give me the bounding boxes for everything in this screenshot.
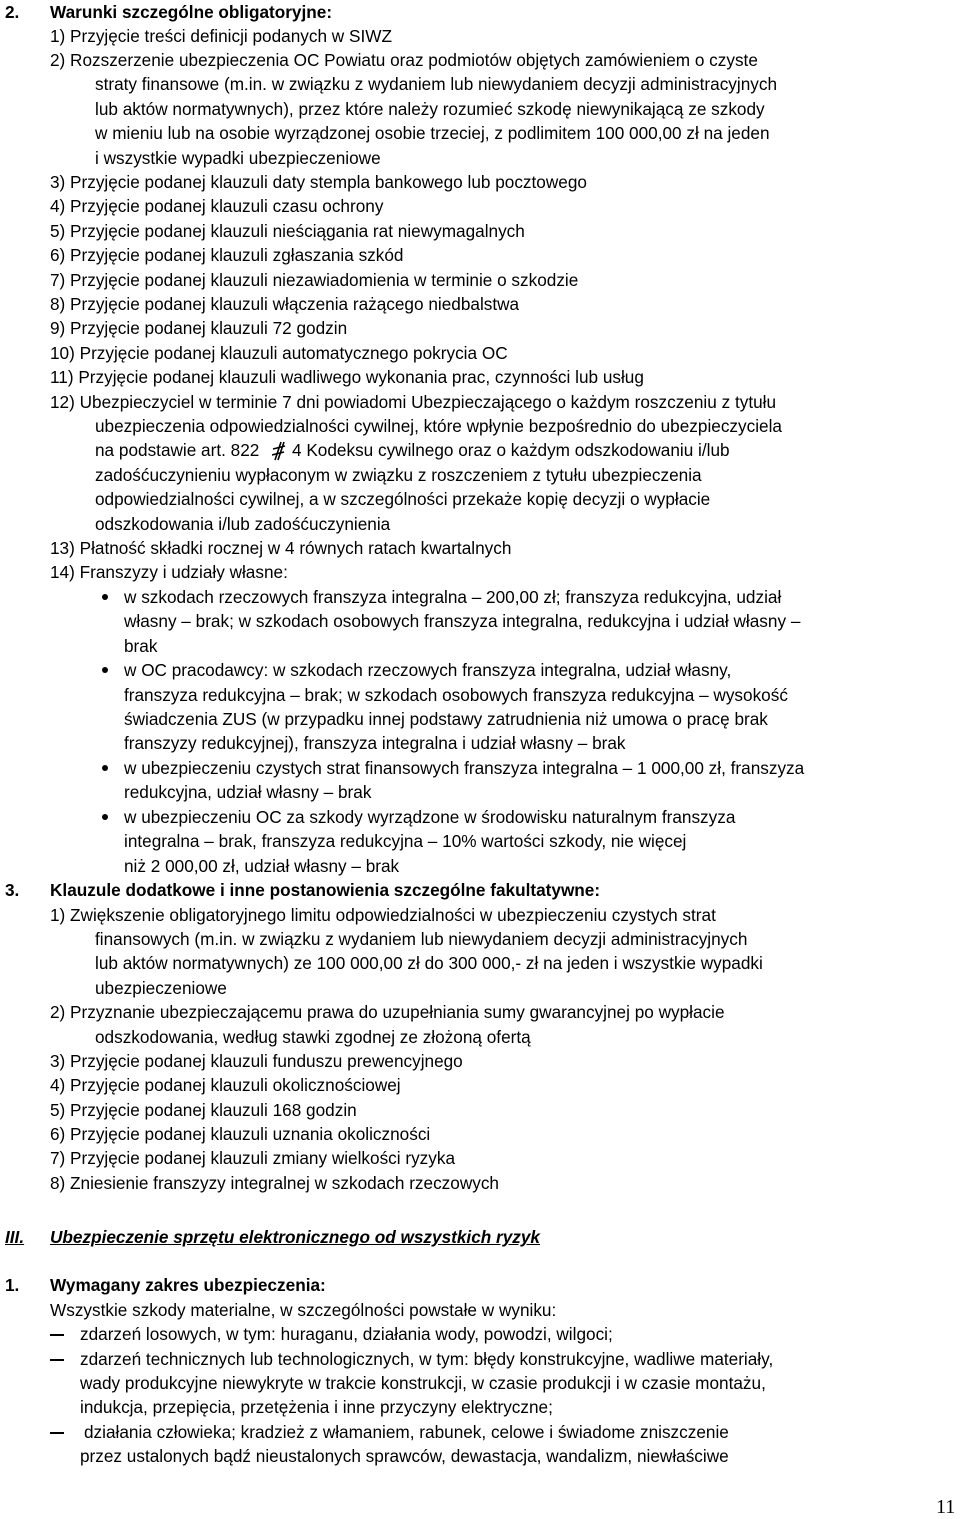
list-item: 13) Płatność składki rocznej w 4 równych ratach kwartalnych: [50, 538, 512, 558]
dash-item-continuation: wady produkcyjne niewykryte w trakcie konstrukcji, w czasie produkcji i w czasie montażu,: [80, 1373, 766, 1393]
list-item: 7) Przyjęcie podanej klauzuli zmiany wielkości ryzyka: [50, 1148, 456, 1168]
list-item-continuation: lub aktów normatywnych), przez które należy rozumieć szkodę niewynikającą ze szkody: [95, 99, 765, 119]
list-item-continuation: straty finansowe (m.in. w związku z wydaniem lub niewydaniem decyzji administracyjnych: [95, 74, 778, 94]
dash-item: zdarzeń losowych, w tym: huraganu, działania wody, powodzi, wilgoci;: [80, 1324, 613, 1344]
list-item-continuation: i wszystkie wypadki ubezpieczeniowe: [95, 148, 381, 168]
section-2-number: 2.: [5, 2, 20, 22]
subsection-1-number: 1.: [5, 1275, 20, 1295]
bullet-item-continuation: franszyza redukcyjna – brak; w szkodach osobowych franszyza redukcyjna – wysokość: [124, 685, 788, 705]
list-item: 2) Rozszerzenie ubezpieczenia OC Powiatu oraz podmiotów objętych zamówieniem o czyste: [50, 50, 758, 70]
list-item: 3) Przyjęcie podanej klauzuli daty stempla bankowego lub pocztowego: [50, 172, 587, 192]
list-item: 2) Przyznanie ubezpieczającemu prawa do uzupełniania sumy gwarancyjnej po wypłacie: [50, 1002, 725, 1022]
bullet-icon: [102, 594, 108, 600]
list-item: 4) Przyjęcie podanej klauzuli czasu ochrony: [50, 196, 384, 216]
dash-icon: [50, 1359, 64, 1361]
list-item-continuation: odszkodowania i/lub zadośćuczynienia: [95, 514, 391, 534]
dash-icon: [50, 1334, 64, 1336]
bullet-item: w ubezpieczeniu czystych strat finansowych franszyza integralna – 1 000,00 zł, franszyza: [124, 758, 805, 778]
page-number: 11: [936, 1496, 956, 1518]
list-item-continuation: ubezpieczeniowe: [95, 978, 227, 998]
dash-item-continuation: indukcja, przepięcia, przetężenia i inne przyczyny elektryczne;: [80, 1397, 553, 1417]
dash-item: zdarzeń technicznych lub technologicznych, w tym: błędy konstrukcyjne, wadliwe materiały,: [80, 1349, 774, 1369]
dash-icon: [50, 1432, 64, 1434]
section-III-number: III.: [5, 1227, 25, 1247]
bullet-icon: [102, 765, 108, 771]
list-item: 12) Ubezpieczyciel w terminie 7 dni powiadomi Ubezpieczającego o każdym roszczeniu z tytułu: [50, 392, 777, 412]
list-item-continuation: na podstawie art. 822: [95, 440, 260, 460]
list-item: 9) Przyjęcie podanej klauzuli 72 godzin: [50, 318, 348, 338]
bullet-item-continuation: własny – brak; w szkodach osobowych franszyza integralna, redukcyjna i udział własny –: [124, 611, 801, 631]
bullet-item-continuation: brak: [124, 636, 158, 656]
list-item: 1) Zwiększenie obligatoryjnego limitu odpowiedzialności w ubezpieczeniu czystych strat: [50, 905, 716, 925]
list-item: 3) Przyjęcie podanej klauzuli funduszu prewencyjnego: [50, 1051, 463, 1071]
list-item: 14) Franszyzy i udziały własne:: [50, 562, 288, 582]
subsection-1-title: Wymagany zakres ubezpieczenia:: [50, 1275, 326, 1295]
list-item: 1) Przyjęcie treści definicji podanych w SIWZ: [50, 26, 392, 46]
list-item-continuation: ubezpieczenia odpowiedzialności cywilnej, które wpłynie bezpośrednio do ubezpieczyciela: [95, 416, 782, 436]
section-3-title: Klauzule dodatkowe i inne postanowienia szczególne fakultatywne:: [50, 880, 601, 900]
list-item: 4) Przyjęcie podanej klauzuli okolicznościowej: [50, 1075, 401, 1095]
list-item-continuation: w mieniu lub na osobie wyrządzonej osobie trzeciej, z podlimitem 100 000,00 zł na jeden: [95, 123, 770, 143]
bullet-icon: [102, 814, 108, 820]
bullet-item-continuation: franszyzy redukcyjnej), franszyza integralna i udział własny – brak: [124, 733, 626, 753]
dash-item-continuation: przez ustalonych bądź nieustalonych sprawców, dewastacja, wandalizm, niewłaściwe: [80, 1446, 729, 1466]
bullet-item: w ubezpieczeniu OC za szkody wyrządzone w środowisku naturalnym franszyza: [124, 807, 736, 827]
list-item-continuation: lub aktów normatywnych) ze 100 000,00 zł do 300 000,- zł na jeden i wszystkie wypadki: [95, 953, 763, 973]
list-item-continuation: finansowych (m.in. w związku z wydaniem lub niewydaniem decyzji administracyjnych: [95, 929, 748, 949]
list-item: 10) Przyjęcie podanej klauzuli automatycznego pokrycia OC: [50, 343, 508, 363]
bullet-item-continuation: integralna – brak, franszyza redukcyjna – 10% wartości szkody, nie więcej: [124, 831, 687, 851]
bullet-item: w OC pracodawcy: w szkodach rzeczowych franszyza integralna, udział własny,: [124, 660, 732, 680]
bullet-item: w szkodach rzeczowych franszyza integralna – 200,00 zł; franszyza redukcyjna, udział: [124, 587, 782, 607]
bullet-item-continuation: niż 2 000,00 zł, udział własny – brak: [124, 856, 400, 876]
section-III-title: Ubezpieczenie sprzętu elektronicznego od wszystkich ryzyk: [50, 1227, 540, 1247]
bullet-item-continuation: świadczenia ZUS (w przypadku innej podstawy zatrudnienia niż umowa o pracę brak: [124, 709, 768, 729]
section-2-title: Warunki szczególne obligatoryjne:: [50, 2, 333, 22]
section-sign-icon: [272, 441, 286, 461]
bullet-icon: [102, 667, 108, 673]
list-item-continuation: odpowiedzialności cywilnej, a w szczególności przekaże kopię decyzji o wypłacie: [95, 489, 711, 509]
list-item-continuation: zadośćuczynieniu wypłaconym w związku z roszczeniem z tytułu ubezpieczenia: [95, 465, 702, 485]
list-item: 6) Przyjęcie podanej klauzuli zgłaszania szkód: [50, 245, 404, 265]
list-item: 11) Przyjęcie podanej klauzuli wadliwego wykonania prac, czynności lub usług: [50, 367, 644, 387]
list-item-continuation: odszkodowania, według stawki zgodnej ze złożoną ofertą: [95, 1027, 531, 1047]
list-item-continuation: 4 Kodeksu cywilnego oraz o każdym odszkodowaniu i/lub: [292, 440, 730, 460]
list-item: 5) Przyjęcie podanej klauzuli 168 godzin: [50, 1100, 357, 1120]
list-item: 5) Przyjęcie podanej klauzuli nieściągania rat niewymagalnych: [50, 221, 525, 241]
dash-item: działania człowieka; kradzież z włamaniem, rabunek, celowe i świadome zniszczenie: [84, 1422, 729, 1442]
list-item: 7) Przyjęcie podanej klauzuli niezawiadomienia w terminie o szkodzie: [50, 270, 579, 290]
list-item: 6) Przyjęcie podanej klauzuli uznania okoliczności: [50, 1124, 431, 1144]
bullet-item-continuation: redukcyjna, udział własny – brak: [124, 782, 372, 802]
list-item: 8) Zniesienie franszyzy integralnej w szkodach rzeczowych: [50, 1173, 499, 1193]
paragraph: Wszystkie szkody materialne, w szczególności powstałe w wyniku:: [50, 1300, 557, 1320]
list-item: 8) Przyjęcie podanej klauzuli włączenia rażącego niedbalstwa: [50, 294, 520, 314]
section-3-number: 3.: [5, 880, 20, 900]
